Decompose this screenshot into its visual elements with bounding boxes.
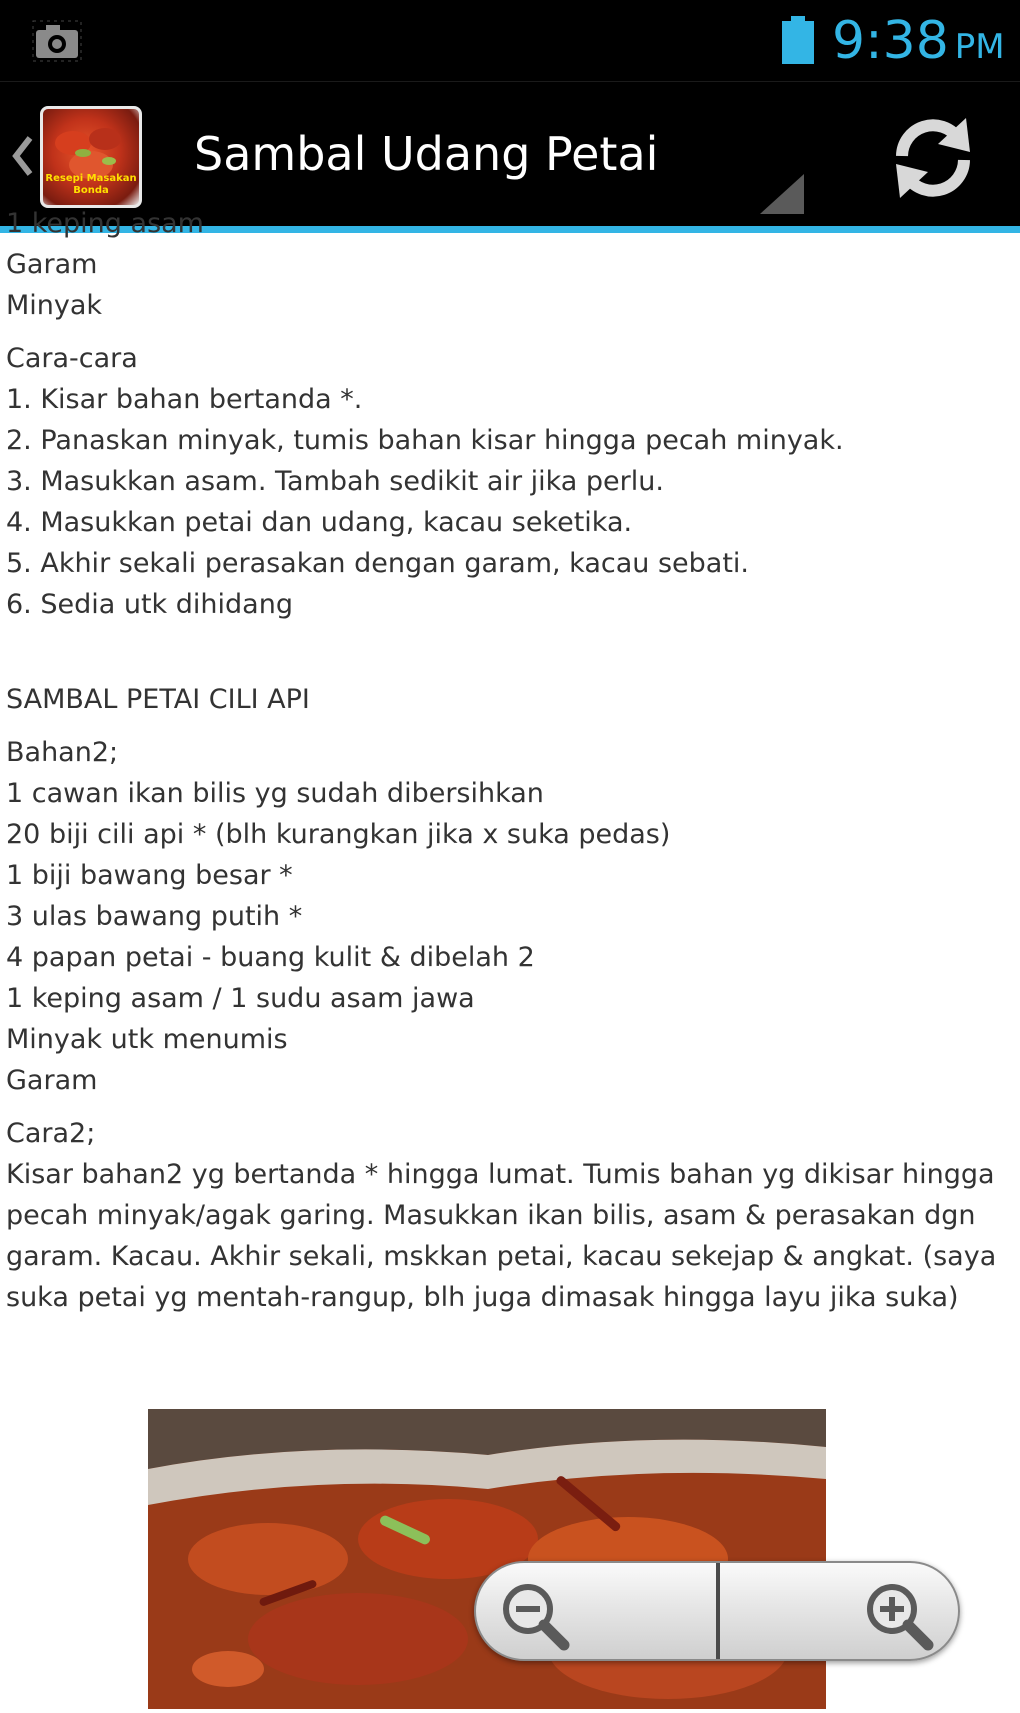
zoom-in-icon [860,1577,936,1653]
up-caret-icon[interactable] [10,134,34,178]
step-line: 2. Panaskan minyak, tumis bahan kisar hingga pecah minyak. [6,425,844,456]
battery-icon [780,14,816,66]
ingredient-line: 1 biji bawang besar * [6,860,293,891]
bahan-heading: Bahan2; [6,737,119,768]
recipe2-title: SAMBAL PETAI CILI API [6,684,310,715]
ingredient-line: 20 biji cili api * (blh kurangkan jika x suka pedas) [6,819,671,850]
clock-ampm: PM [954,27,1005,67]
recipe-photo [148,1409,826,1709]
cara2-heading: Cara2; [6,1118,96,1149]
app-icon[interactable] [40,106,142,208]
zoom-controls [474,1561,960,1661]
refresh-icon[interactable] [880,104,986,210]
ingredient-line: Minyak utk menumis [6,1024,288,1055]
ingredient-line: 4 papan petai - buang kulit & dibelah 2 [6,942,535,973]
step-line: 3. Masukkan asam. Tambah sedikit air jika perlu. [6,466,664,497]
status-bar [0,0,1020,82]
ingredient-line: 3 ulas bawang putih * [6,901,303,932]
partial-ingredient-line: 1 keping asam [6,208,204,239]
zoom-out-icon [496,1577,572,1653]
ingredient-line: Garam [6,1065,98,1096]
cara2-paragraph: Kisar bahan2 yg bertanda * hingga lumat. Tumis bahan yg dikisar hingga pecah minyak/agak garing. Masukkan ikan bilis, asam & perasakan dgn garam. Kacau. Akhir sekali, mskkan petai, kacau sekejap & angkat. (saya suka petai yg mentah-rangup, blh juga dimasak hingga layu jika suka) [6,1159,997,1313]
zoom-in-button[interactable] [720,1563,962,1659]
step-line: 6. Sedia utk dihidang [6,589,293,620]
ingredient-line: 1 keping asam / 1 sudu asam jawa [6,983,475,1014]
page-title: Sambal Udang Petai [194,127,659,181]
recipe-content[interactable] [0,208,1020,1700]
cara-heading: Cara-cara [6,343,138,374]
camera-icon [32,20,82,62]
clock-time: 9:38 [832,11,949,71]
ingredient-line: Garam [6,249,98,280]
step-line: 1. Kisar bahan bertanda *. [6,384,363,415]
zoom-out-button[interactable] [476,1563,718,1659]
ingredient-line: Minyak [6,290,103,321]
food-photo-art [148,1409,826,1709]
status-clock [832,8,1005,80]
ingredient-line: 1 cawan ikan bilis yg sudah dibersihkan [6,778,544,809]
recipe-text [6,203,1016,1318]
step-line: 4. Masukkan petai dan udang, kacau seketika. [6,507,633,538]
step-line: 5. Akhir sekali perasakan dengan garam, kacau sebati. [6,548,749,579]
app-icon-label: Resepi Masakan Bonda [45,173,137,196]
